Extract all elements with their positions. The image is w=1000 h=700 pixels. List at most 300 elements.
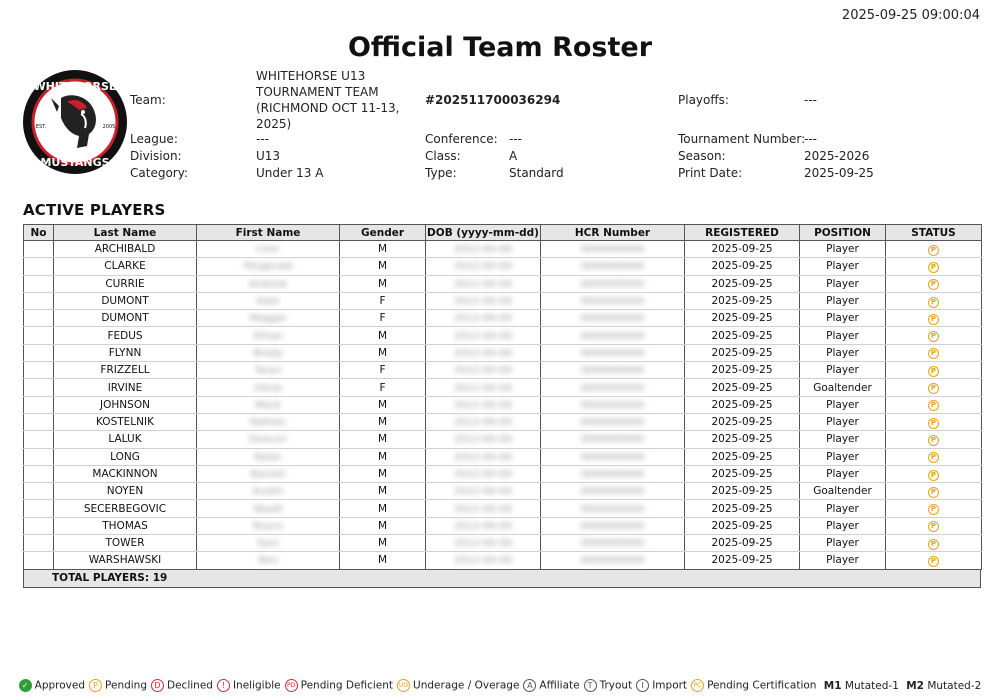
cell-status bbox=[886, 552, 982, 569]
redacted-value: 2012-00-00 bbox=[453, 451, 513, 463]
cell-status bbox=[886, 431, 982, 448]
redacted-value: Rylan bbox=[254, 451, 282, 463]
cell-status bbox=[886, 292, 982, 309]
legend-m2-label: Mutated-2 bbox=[927, 679, 982, 692]
check-circle-icon: ✓ bbox=[19, 679, 32, 692]
cell-hcr-number bbox=[541, 327, 685, 344]
redacted-value: 2012-00-00 bbox=[453, 520, 513, 532]
cell-dob bbox=[426, 535, 541, 552]
cell-first-name bbox=[197, 535, 340, 552]
redacted-value: 2012-00-00 bbox=[453, 434, 513, 446]
table-row bbox=[24, 465, 982, 482]
redacted-value: 0000000000 bbox=[580, 244, 645, 256]
cell-first-name bbox=[197, 396, 340, 413]
cell-registered: 2025-09-25 bbox=[685, 310, 800, 327]
redacted-value: Olivia bbox=[253, 382, 283, 394]
section-title-active-players: ACTIVE PLAYERS bbox=[23, 201, 166, 219]
redacted-value: 0000000000 bbox=[580, 313, 645, 325]
cell-position: Player bbox=[800, 258, 886, 275]
cell-dob bbox=[426, 362, 541, 379]
legend-item bbox=[584, 679, 633, 692]
pending-status-icon: P bbox=[928, 539, 939, 550]
cell-status bbox=[886, 517, 982, 534]
cell-no bbox=[24, 483, 54, 500]
cell-hcr-number bbox=[541, 362, 685, 379]
redacted-value: 0000000000 bbox=[580, 278, 645, 290]
cell-no bbox=[24, 241, 54, 258]
redacted-value: 2012-00-00 bbox=[453, 347, 513, 359]
import-icon: I bbox=[636, 679, 649, 692]
cell-gender: M bbox=[340, 448, 426, 465]
cell-first-name bbox=[197, 275, 340, 292]
redacted-value: Barrett bbox=[250, 469, 286, 480]
team-value-line: (RICHMOND OCT 11-13, bbox=[256, 101, 400, 115]
cell-first-name bbox=[197, 344, 340, 361]
cell-last-name: TOWER bbox=[54, 535, 197, 552]
cell-hcr-number bbox=[541, 552, 685, 569]
cell-registered: 2025-09-25 bbox=[685, 379, 800, 396]
legend-label: Pending bbox=[105, 679, 148, 692]
column-header-registered: REGISTERED bbox=[685, 225, 800, 241]
cell-status bbox=[886, 327, 982, 344]
cell-first-name bbox=[197, 310, 340, 327]
cell-no bbox=[24, 413, 54, 430]
pending-status-icon: P bbox=[928, 418, 939, 429]
redacted-value: 2012-00-00 bbox=[453, 365, 513, 377]
cell-last-name: ARCHIBALD bbox=[54, 241, 197, 258]
pending-status-icon: P bbox=[928, 435, 939, 446]
cell-last-name: CURRIE bbox=[54, 275, 197, 292]
cell-registered: 2025-09-25 bbox=[685, 241, 800, 258]
cell-status bbox=[886, 396, 982, 413]
table-row bbox=[24, 379, 982, 396]
redacted-value: 2012-00-00 bbox=[453, 261, 513, 273]
cell-registered: 2025-09-25 bbox=[685, 500, 800, 517]
total-players-label: TOTAL PLAYERS: 19 bbox=[52, 572, 168, 584]
division-value: U13 bbox=[256, 149, 281, 163]
cell-status bbox=[886, 275, 982, 292]
cell-no bbox=[24, 379, 54, 396]
cell-gender: M bbox=[340, 275, 426, 292]
legend-item-m2 bbox=[906, 680, 981, 692]
pending-status-icon: P bbox=[928, 470, 939, 481]
column-header-status: STATUS bbox=[886, 225, 982, 241]
cell-gender: M bbox=[340, 465, 426, 482]
legend-label: Tryout bbox=[599, 679, 633, 692]
cell-position: Player bbox=[800, 396, 886, 413]
team-value-line: 2025) bbox=[256, 117, 292, 131]
cell-hcr-number bbox=[541, 448, 685, 465]
pending-status-icon: P bbox=[928, 245, 939, 256]
cell-hcr-number bbox=[541, 379, 685, 396]
cell-first-name bbox=[197, 465, 340, 482]
column-header-no: No bbox=[24, 225, 54, 241]
cell-hcr-number bbox=[541, 241, 685, 258]
legend-label: Underage / Overage bbox=[413, 679, 520, 692]
redacted-value: 2012-00-00 bbox=[453, 555, 513, 567]
redacted-value: Mack bbox=[254, 399, 282, 411]
team-number: #202511700036294 bbox=[425, 93, 561, 107]
pending-status-icon: P bbox=[928, 366, 939, 377]
cell-hcr-number bbox=[541, 535, 685, 552]
cell-dob bbox=[426, 396, 541, 413]
cell-hcr-number bbox=[541, 396, 685, 413]
cell-hcr-number bbox=[541, 310, 685, 327]
league-label: League: bbox=[130, 132, 178, 146]
cell-last-name: SECERBEGOVIC bbox=[54, 500, 197, 517]
redacted-value: Wyatt bbox=[253, 503, 283, 515]
redacted-value: 2012-00-00 bbox=[453, 313, 513, 325]
cell-dob bbox=[426, 465, 541, 482]
cell-first-name bbox=[197, 362, 340, 379]
pending-status-icon: P bbox=[928, 400, 939, 411]
legend-item bbox=[397, 679, 519, 692]
cell-position: Player bbox=[800, 535, 886, 552]
table-row bbox=[24, 310, 982, 327]
legend-item bbox=[151, 679, 213, 692]
category-value: Under 13 A bbox=[256, 166, 324, 180]
roster-header-row bbox=[24, 225, 982, 241]
cell-status bbox=[886, 500, 982, 517]
pending-status-icon: P bbox=[928, 521, 939, 532]
redacted-value: 0000000000 bbox=[580, 520, 645, 532]
cell-no bbox=[24, 327, 54, 344]
cell-gender: M bbox=[340, 483, 426, 500]
redacted-value: 0000000000 bbox=[580, 451, 645, 463]
cell-status bbox=[886, 535, 982, 552]
cell-gender: F bbox=[340, 379, 426, 396]
cell-dob bbox=[426, 344, 541, 361]
cell-last-name: DUMONT bbox=[54, 310, 197, 327]
table-row bbox=[24, 241, 982, 258]
cell-position: Player bbox=[800, 448, 886, 465]
cell-last-name: DUMONT bbox=[54, 292, 197, 309]
pending-status-icon: P bbox=[928, 487, 939, 498]
table-row bbox=[24, 552, 982, 569]
team-logo bbox=[21, 68, 129, 176]
table-row bbox=[24, 517, 982, 534]
redacted-value: Austin bbox=[252, 486, 284, 498]
cell-status bbox=[886, 362, 982, 379]
cell-position: Goaltender bbox=[800, 379, 886, 396]
legend-label: Pending Certification bbox=[707, 679, 817, 692]
cell-no bbox=[24, 535, 54, 552]
playoffs-label: Playoffs: bbox=[678, 93, 729, 107]
cell-first-name bbox=[197, 483, 340, 500]
redacted-value: 2012-00-00 bbox=[453, 486, 513, 498]
cell-no bbox=[24, 552, 54, 569]
legend-label: Affiliate bbox=[539, 679, 580, 692]
cell-last-name: NOYEN bbox=[54, 483, 197, 500]
column-header-first-name: First Name bbox=[197, 225, 340, 241]
cell-no bbox=[24, 500, 54, 517]
table-row bbox=[24, 362, 982, 379]
print-date-value: 2025-09-25 bbox=[804, 166, 874, 180]
cell-status bbox=[886, 448, 982, 465]
table-row bbox=[24, 292, 982, 309]
redacted-value: Nathan bbox=[249, 417, 287, 429]
cell-dob bbox=[426, 310, 541, 327]
redacted-value: Sam bbox=[256, 538, 280, 550]
column-header-gender: Gender bbox=[340, 225, 426, 241]
cell-hcr-number bbox=[541, 258, 685, 275]
cell-registered: 2025-09-25 bbox=[685, 292, 800, 309]
table-row bbox=[24, 275, 982, 292]
cell-registered: 2025-09-25 bbox=[685, 517, 800, 534]
redacted-value: 2012-00-00 bbox=[453, 330, 513, 342]
division-label: Division: bbox=[130, 149, 182, 163]
type-label: Type: bbox=[425, 166, 457, 180]
cell-dob bbox=[426, 327, 541, 344]
legend-item bbox=[89, 679, 147, 692]
cell-gender: M bbox=[340, 396, 426, 413]
cell-no bbox=[24, 448, 54, 465]
team-label: Team: bbox=[130, 93, 166, 107]
status-legend bbox=[0, 679, 1000, 692]
table-row bbox=[24, 396, 982, 413]
cell-last-name: LONG bbox=[54, 448, 197, 465]
cell-gender: F bbox=[340, 292, 426, 309]
conference-value: --- bbox=[509, 132, 522, 146]
redacted-value: 2012-00-00 bbox=[453, 278, 513, 290]
redacted-value: 2012-00-00 bbox=[453, 399, 513, 411]
season-label: Season: bbox=[678, 149, 726, 163]
cell-first-name bbox=[197, 552, 340, 569]
declined-icon: D bbox=[151, 679, 164, 692]
redacted-value: 0000000000 bbox=[580, 503, 645, 515]
cell-position: Player bbox=[800, 552, 886, 569]
cell-dob bbox=[426, 292, 541, 309]
redacted-value: Fitzgerald bbox=[243, 261, 293, 273]
cell-hcr-number bbox=[541, 431, 685, 448]
underage-overage-icon: UO bbox=[397, 679, 410, 692]
cell-last-name: FEDUS bbox=[54, 327, 197, 344]
table-row bbox=[24, 258, 982, 275]
legend-m1-code: M1 bbox=[823, 679, 842, 692]
cell-dob bbox=[426, 379, 541, 396]
cell-last-name: CLARKE bbox=[54, 258, 197, 275]
cell-hcr-number bbox=[541, 465, 685, 482]
cell-registered: 2025-09-25 bbox=[685, 396, 800, 413]
tournament-number-value: --- bbox=[804, 132, 817, 146]
cell-hcr-number bbox=[541, 344, 685, 361]
redacted-value: 0000000000 bbox=[580, 382, 645, 394]
redacted-value: 2012-00-00 bbox=[453, 382, 513, 394]
cell-position: Player bbox=[800, 310, 886, 327]
legend-item bbox=[285, 679, 393, 692]
legend-label: Pending Deficient bbox=[300, 679, 394, 692]
cell-last-name: IRVINE bbox=[54, 379, 197, 396]
cell-registered: 2025-09-25 bbox=[685, 465, 800, 482]
cell-no bbox=[24, 258, 54, 275]
cell-registered: 2025-09-25 bbox=[685, 344, 800, 361]
cell-status bbox=[886, 310, 982, 327]
class-value: A bbox=[509, 149, 518, 163]
cell-last-name: LALUK bbox=[54, 431, 197, 448]
redacted-value: 0000000000 bbox=[580, 296, 645, 308]
legend-item bbox=[217, 679, 281, 692]
pending-status-icon: P bbox=[928, 348, 939, 359]
cell-position: Player bbox=[800, 517, 886, 534]
print-timestamp: 2025-09-25 09:00:04 bbox=[841, 8, 980, 23]
redacted-value: 2012-00-00 bbox=[453, 469, 513, 480]
conference-label: Conference: bbox=[425, 132, 498, 146]
redacted-value: 0000000000 bbox=[580, 555, 645, 567]
redacted-value: 2012-00-00 bbox=[453, 296, 513, 308]
ineligible-icon: ! bbox=[217, 679, 230, 692]
cell-no bbox=[24, 517, 54, 534]
cell-first-name bbox=[197, 258, 340, 275]
redacted-value: 2012-00-00 bbox=[453, 417, 513, 429]
cell-position: Player bbox=[800, 275, 886, 292]
cell-last-name: MACKINNON bbox=[54, 465, 197, 482]
cell-hcr-number bbox=[541, 275, 685, 292]
cell-gender: M bbox=[340, 258, 426, 275]
cell-dob bbox=[426, 448, 541, 465]
cell-position: Player bbox=[800, 327, 886, 344]
redacted-value: 2012-00-00 bbox=[453, 244, 513, 256]
table-row bbox=[24, 344, 982, 361]
cell-status bbox=[886, 241, 982, 258]
cell-dob bbox=[426, 483, 541, 500]
table-row bbox=[24, 483, 982, 500]
redacted-value: 0000000000 bbox=[580, 365, 645, 377]
cell-dob bbox=[426, 413, 541, 430]
column-header-dob: DOB (yyyy-mm-dd) bbox=[427, 226, 539, 239]
cell-first-name bbox=[197, 379, 340, 396]
cell-position: Player bbox=[800, 413, 886, 430]
pending-status-icon: P bbox=[928, 452, 939, 463]
redacted-value: 0000000000 bbox=[580, 434, 645, 446]
cell-registered: 2025-09-25 bbox=[685, 535, 800, 552]
cell-gender: M bbox=[340, 500, 426, 517]
cell-status bbox=[886, 413, 982, 430]
tryout-icon: T bbox=[584, 679, 597, 692]
cell-gender: M bbox=[340, 344, 426, 361]
legend-label: Ineligible bbox=[232, 679, 281, 692]
cell-position: Player bbox=[800, 344, 886, 361]
legend-label: Declined bbox=[167, 679, 213, 692]
logo-year-text: 2005 bbox=[102, 124, 116, 130]
cell-dob bbox=[426, 241, 541, 258]
cell-first-name bbox=[197, 500, 340, 517]
cell-registered: 2025-09-25 bbox=[685, 552, 800, 569]
team-value-line: WHITEHORSE U13 bbox=[256, 69, 366, 83]
redacted-value: 2012-00-00 bbox=[453, 538, 513, 550]
affiliate-icon: A bbox=[523, 679, 536, 692]
cell-status bbox=[886, 483, 982, 500]
cell-position: Player bbox=[800, 500, 886, 517]
cell-registered: 2025-09-25 bbox=[685, 362, 800, 379]
redacted-value: Royce bbox=[252, 520, 284, 532]
cell-position: Player bbox=[800, 431, 886, 448]
cell-dob bbox=[426, 431, 541, 448]
cell-last-name: THOMAS bbox=[54, 517, 197, 534]
cell-position: Goaltender bbox=[800, 483, 886, 500]
table-row bbox=[24, 413, 982, 430]
logo-est-text: EST. bbox=[35, 124, 47, 130]
cell-no bbox=[24, 362, 54, 379]
cell-last-name: FRIZZELL bbox=[54, 362, 197, 379]
pending-status-icon: P bbox=[928, 297, 939, 308]
redacted-value: Ceer bbox=[256, 244, 280, 256]
table-row bbox=[24, 327, 982, 344]
cell-gender: M bbox=[340, 535, 426, 552]
cell-first-name bbox=[197, 292, 340, 309]
team-value bbox=[256, 68, 399, 132]
redacted-value: Deacon bbox=[249, 434, 287, 446]
cell-first-name bbox=[197, 413, 340, 430]
category-label: Category: bbox=[130, 166, 188, 180]
pending-status-icon: P bbox=[928, 383, 939, 394]
redacted-value: Ethan bbox=[253, 330, 283, 342]
cell-gender: M bbox=[340, 241, 426, 258]
page-title: Official Team Roster bbox=[347, 32, 653, 63]
cell-status bbox=[886, 465, 982, 482]
cell-last-name: JOHNSON bbox=[54, 396, 197, 413]
cell-hcr-number bbox=[541, 413, 685, 430]
cell-hcr-number bbox=[541, 292, 685, 309]
cell-no bbox=[24, 275, 54, 292]
tournament-number-label: Tournament Number: bbox=[678, 132, 806, 146]
legend-item bbox=[19, 679, 85, 692]
cell-dob bbox=[426, 500, 541, 517]
pending-icon: P bbox=[89, 679, 102, 692]
cell-position: Player bbox=[800, 465, 886, 482]
cell-first-name bbox=[197, 448, 340, 465]
cell-gender: M bbox=[340, 517, 426, 534]
cell-gender: M bbox=[340, 552, 426, 569]
roster-table bbox=[23, 224, 982, 570]
print-date-label: Print Date: bbox=[678, 166, 743, 180]
cell-gender: M bbox=[340, 413, 426, 430]
cell-no bbox=[24, 292, 54, 309]
cell-gender: F bbox=[340, 362, 426, 379]
type-value: Standard bbox=[509, 166, 564, 180]
cell-hcr-number bbox=[541, 517, 685, 534]
cell-last-name: WARSHAWSKI bbox=[54, 552, 197, 569]
cell-dob bbox=[426, 258, 541, 275]
cell-hcr-number bbox=[541, 483, 685, 500]
cell-first-name bbox=[197, 327, 340, 344]
class-label: Class: bbox=[425, 149, 461, 163]
legend-m1-label: Mutated-1 bbox=[844, 679, 899, 692]
redacted-value: 0000000000 bbox=[580, 469, 645, 480]
pending-status-icon: P bbox=[928, 262, 939, 273]
playoffs-value: --- bbox=[804, 93, 817, 107]
cell-status bbox=[886, 344, 982, 361]
table-row bbox=[24, 535, 982, 552]
cell-status bbox=[886, 258, 982, 275]
logo-bottom-text: MUSTANGS bbox=[40, 156, 110, 169]
total-players-row bbox=[23, 569, 981, 588]
redacted-value: Ben bbox=[258, 555, 278, 567]
table-row bbox=[24, 500, 982, 517]
cell-registered: 2025-09-25 bbox=[685, 413, 800, 430]
redacted-value: 2012-00-00 bbox=[453, 503, 513, 515]
cell-registered: 2025-09-25 bbox=[685, 258, 800, 275]
cell-registered: 2025-09-25 bbox=[685, 448, 800, 465]
pending-status-icon: P bbox=[928, 504, 939, 515]
redacted-value: Kate bbox=[256, 296, 280, 308]
cell-no bbox=[24, 310, 54, 327]
team-value-line: TOURNAMENT TEAM bbox=[256, 85, 379, 99]
legend-label: Approved bbox=[34, 679, 86, 692]
cell-registered: 2025-09-25 bbox=[685, 483, 800, 500]
redacted-value: Andrew bbox=[249, 278, 287, 290]
legend-item bbox=[691, 679, 816, 692]
redacted-value: Taryn bbox=[254, 365, 282, 377]
